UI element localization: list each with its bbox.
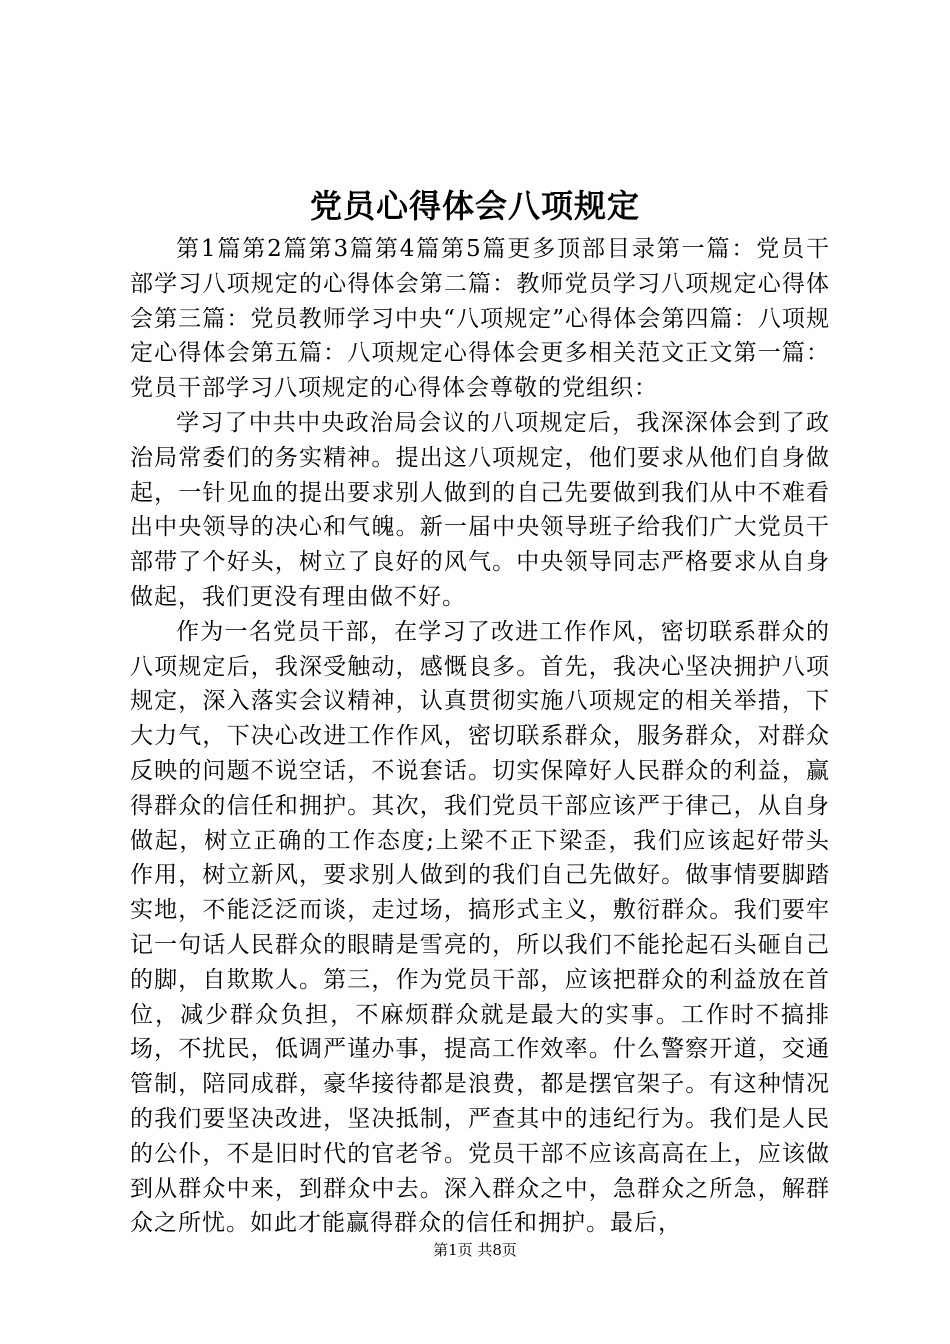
body-paragraph-contents: 第1篇第2篇第3篇第4篇第5篇更多顶部目录第一篇：党员干部学习八项规定的心得体会第二篇：教师党员学习八项规定心得体会第三篇：党员教师学习中央“八项规定”心得体会第四篇：八项规定心得体会第五篇：八项规定心得体会更多相关范文正文第一篇：党员干部学习八项规定的心得体会尊敬的党组织： bbox=[130, 236, 830, 402]
page-number-footer: 第1页 共8页 bbox=[433, 1241, 517, 1259]
document-body bbox=[130, 232, 830, 1241]
body-paragraph-2: 作为一名党员干部，在学习了改进工作作风，密切联系群众的八项规定后，我深受触动，感慨良多。首先，我决心坚决拥护八项规定，深入落实会议精神，认真贯彻实施八项规定的相关举措，下大力气，下决心改进工作作风，密切联系群众，服务群众，对群众反映的问题不说空话，不说套话。切实保障好人民群众的利益，赢得群众的信任和拥护。其次，我们党员干部应该严于律己，从自身做起，树立正确的工作态度;上梁不正下梁歪，我们应该起好带头作用，树立新风，要求别人做到的我们自己先做好。做事情要脚踏实地，不能泛泛而谈，走过场，搞形式主义，敷衍群众。我们要牢记一句话人民群众的眼睛是雪亮的，所以我们不能抡起石头砸自己的脚，自欺欺人。第三，作为党员干部，应该把群众的利益放在首位，减少群众负担，不麻烦群众就是最大的实事。工作时不搞排场，不扰民，低调严谨办事，提高工作效率。什么警察开道，交通管制，陪同成群，豪华接待都是浪费，都是摆官架子。有这种情况的我们要坚决改进，坚决抵制，严查其中的违纪行为。我们是人民的公仆，不是旧时代的官老爷。党员干部不应该高高在上，应该做到从群众中来，到群众中去。深入群众之中，急群众之所急，解群众之所忧。如此才能赢得群众的信任和拥护。最后， bbox=[130, 618, 830, 1237]
body-paragraph-1: 学习了中共中央政治局会议的八项规定后，我深深体会到了政治局常委们的务实精神。提出这八项规定，他们要求从他们自身做起，一针见血的提出要求别人做到的自己先要做到我们从中不难看出中央领导的决心和气魄。新一届中央领导班子给我们广大党员干部带了个好头，树立了良好的风气。中央领导同志严格要求从自身做起，我们更没有理由做不好。 bbox=[130, 409, 830, 610]
document-title: 党员心得体会八项规定 bbox=[309, 187, 640, 225]
